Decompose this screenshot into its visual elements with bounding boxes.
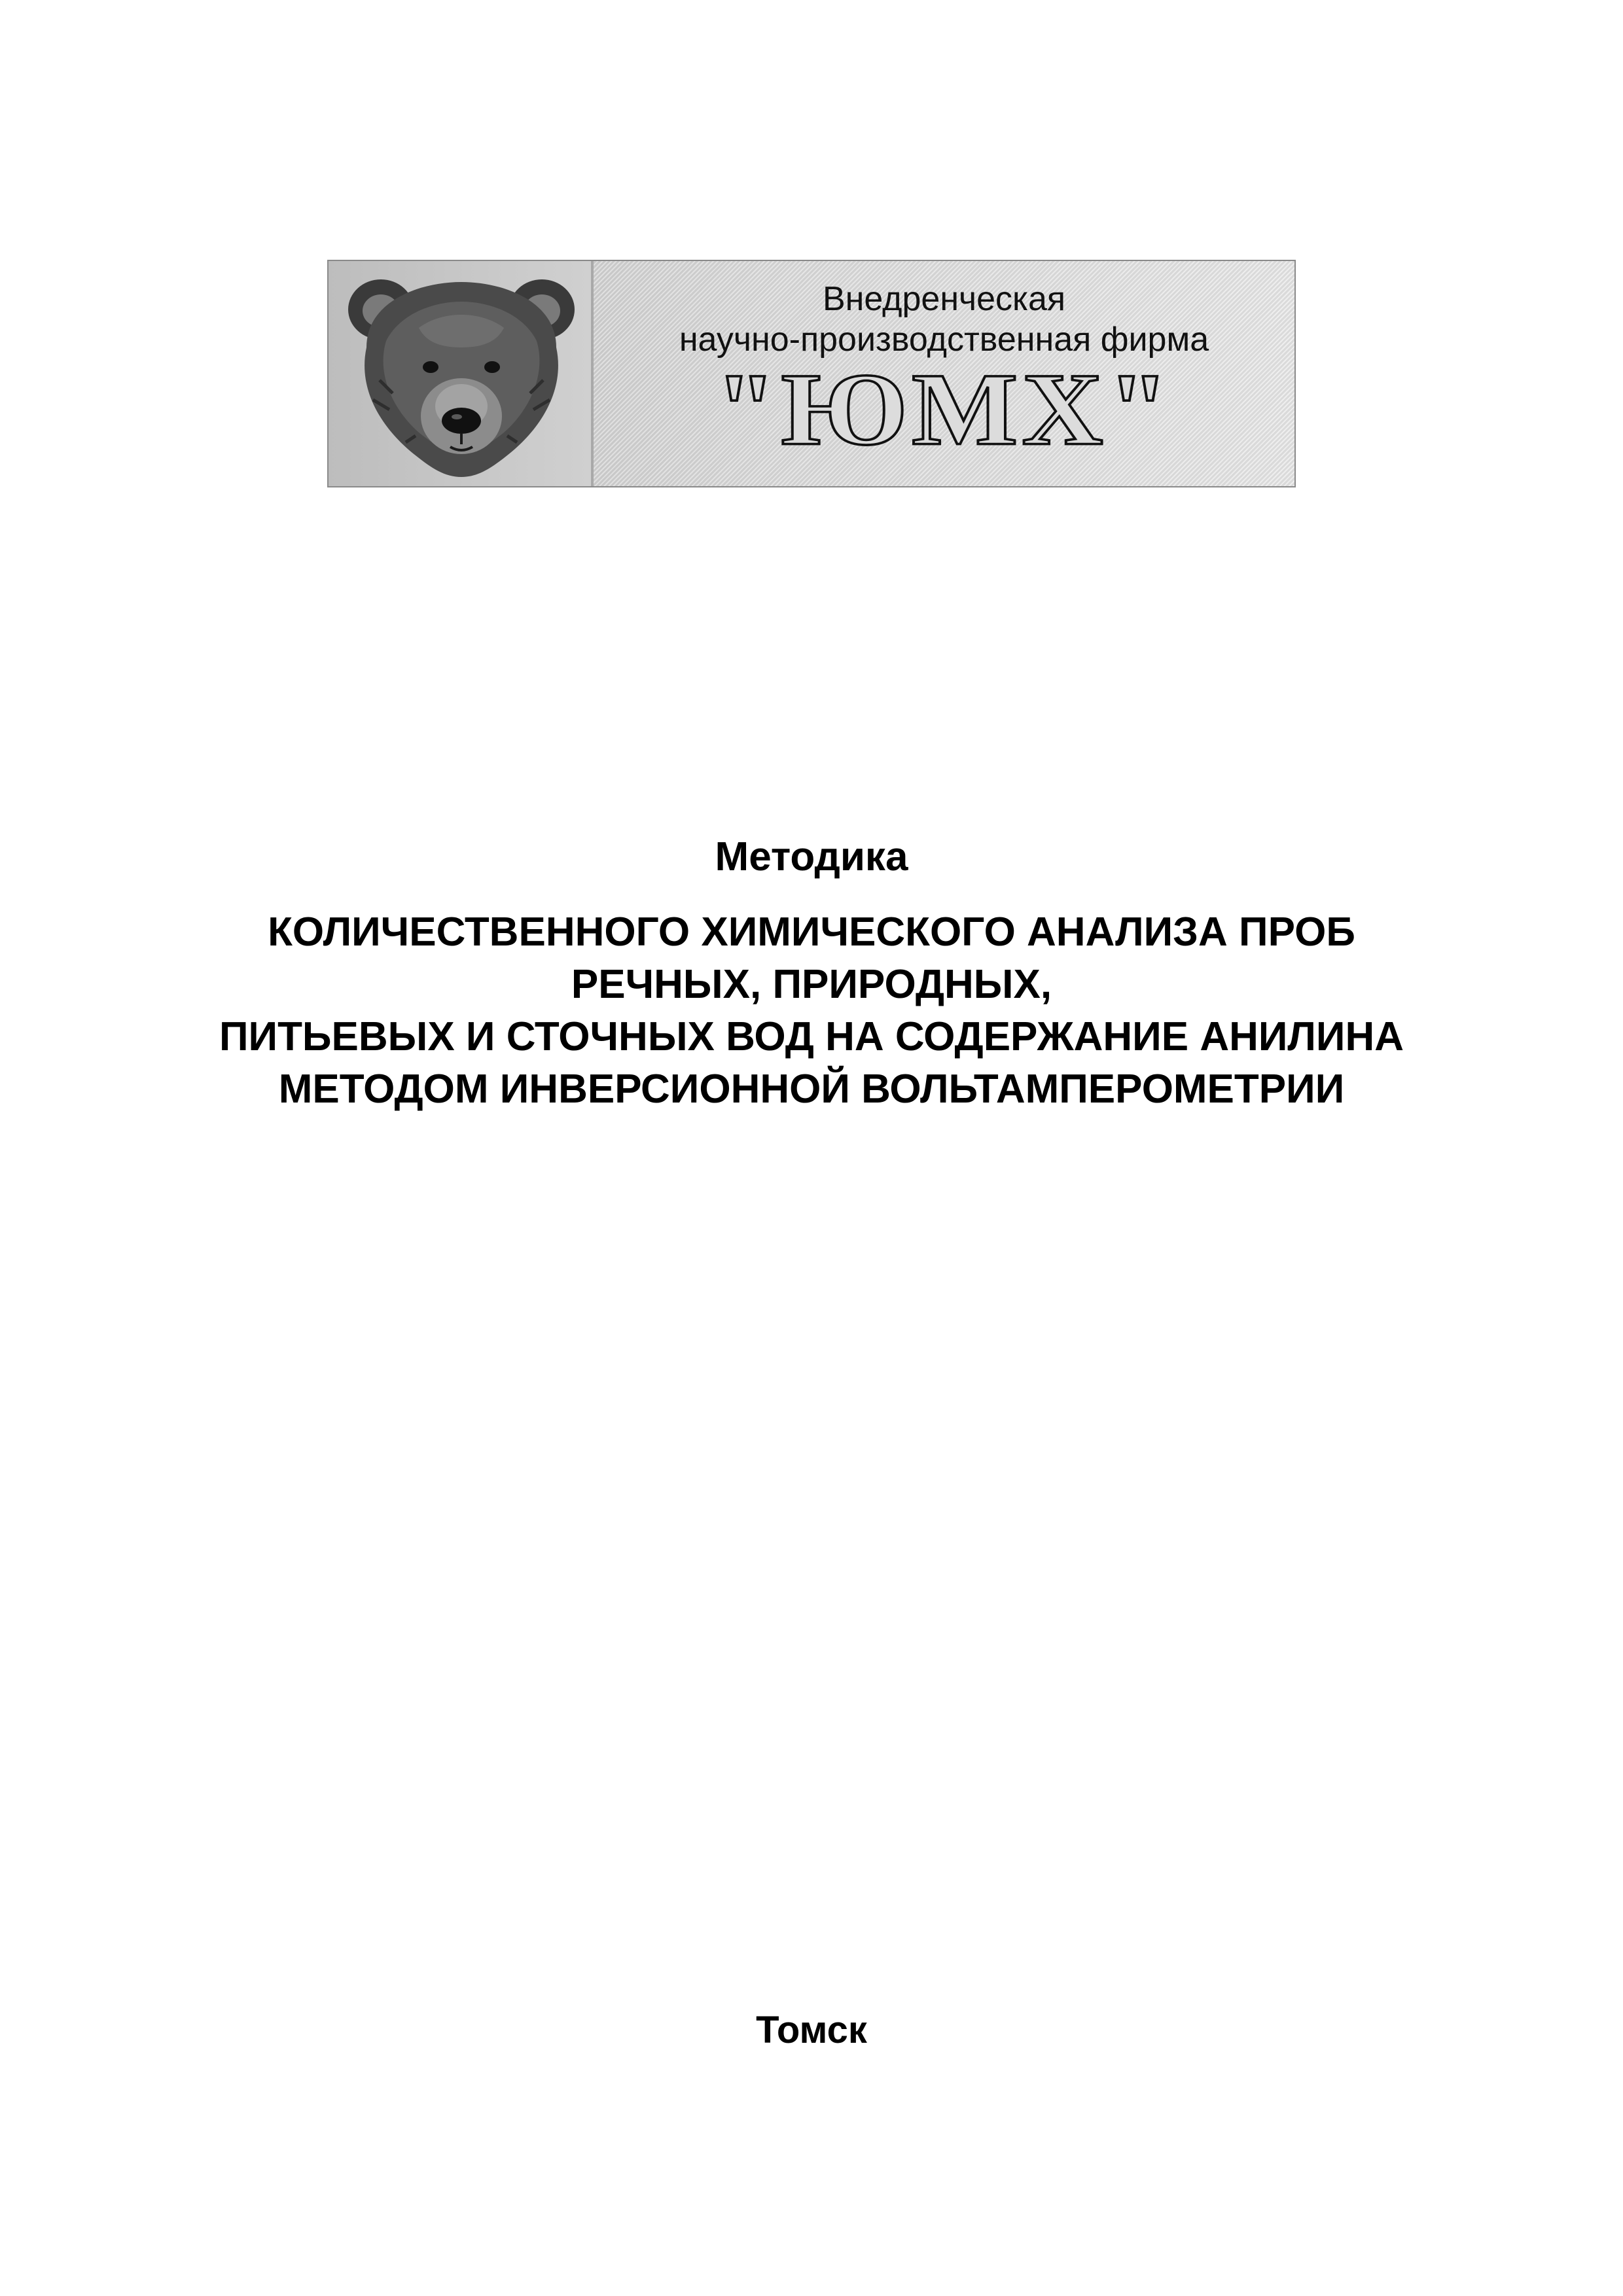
title-line: КОЛИЧЕСТВЕННОГО ХИМИЧЕСКОГО АНАЛИЗА ПРОБ <box>268 910 1355 955</box>
title-line: РЕЧНЫХ, ПРИРОДНЫХ, <box>571 962 1052 1007</box>
document-kind: Методика <box>715 834 908 879</box>
logo-company-name: "ЮМХ" <box>714 352 1174 467</box>
title-line: МЕТОДОМ ИНВЕРСИОННОЙ ВОЛЬТАМПЕРОМЕТРИИ <box>278 1067 1345 1112</box>
logo-line-1: Внедренческая <box>822 280 1066 318</box>
bear-head-icon <box>340 269 582 482</box>
title-line: ПИТЬЕВЫХ И СТОЧНЫХ ВОД НА СОДЕРЖАНИЕ АНИЛИНА <box>219 1014 1404 1059</box>
document-title <box>0 906 1623 1116</box>
logo-line-2: научно-производственная фирма <box>679 321 1209 359</box>
publication-city: Томск <box>756 2009 867 2051</box>
company-logo-banner <box>327 260 1296 487</box>
logo-emblem-panel <box>329 261 594 486</box>
